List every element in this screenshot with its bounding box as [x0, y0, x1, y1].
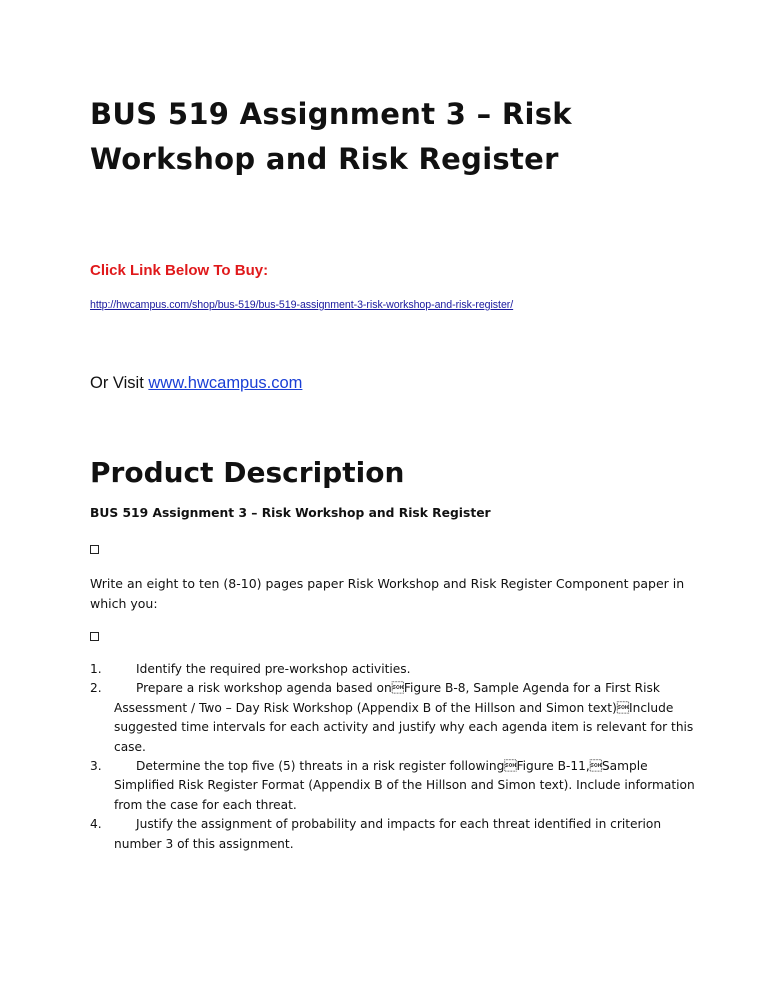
list-item-text: Identify the required pre-workshop activities. — [136, 662, 411, 676]
product-description-heading: Product Description — [90, 456, 405, 489]
list-item — [90, 679, 695, 757]
list-item-number: 3. — [90, 759, 102, 774]
bullet-box-icon — [90, 545, 99, 554]
intro-paragraph: Write an eight to ten (8-10) pages paper Risk Workshop and Risk Register Component paper in which you: — [90, 576, 685, 611]
document-title: BUS 519 Assignment 3 – Risk Workshop and Risk Register — [90, 97, 572, 176]
list-item — [90, 757, 695, 815]
requirements-list — [90, 660, 695, 854]
buy-label: Click Link Below To Buy: — [90, 262, 269, 279]
list-item — [90, 815, 695, 854]
product-subheading: BUS 519 Assignment 3 – Risk Workshop and Risk Register — [90, 506, 491, 520]
list-item-number: 2. — [90, 681, 102, 696]
list-item-text: Justify the assignment of probability and impacts for each threat identified in criterion number 3 of this assignment. — [114, 817, 662, 851]
visit-link[interactable]: www.hwcampus.com — [148, 374, 303, 392]
bullet-box-icon — [90, 632, 99, 641]
list-item-number: 1. — [90, 662, 102, 676]
visit-line — [90, 374, 302, 393]
list-item-text: Determine the top five (5) threats in a risk register followingFigure B-11,Sample Simplified Risk Register Format (Appendix B of the Hillson and Simon text). Include information from the case for each threat. — [114, 759, 695, 812]
buy-link[interactable]: http://hwcampus.com/shop/bus-519/bus-519-assignment-3-risk-workshop-and-risk-register/ — [90, 299, 514, 311]
list-item-number: 4. — [90, 817, 102, 832]
list-item-text: Prepare a risk workshop agenda based onFigure B-8, Sample Agenda for a First Risk Assessment / Two – Day Risk Workshop (Appendix B of the Hillson and Simon text)Include suggested time intervals for each activity and justify why each agenda item is relevant for this case. — [114, 681, 694, 754]
list-item — [90, 660, 695, 679]
visit-prefix: Or Visit — [90, 374, 149, 392]
